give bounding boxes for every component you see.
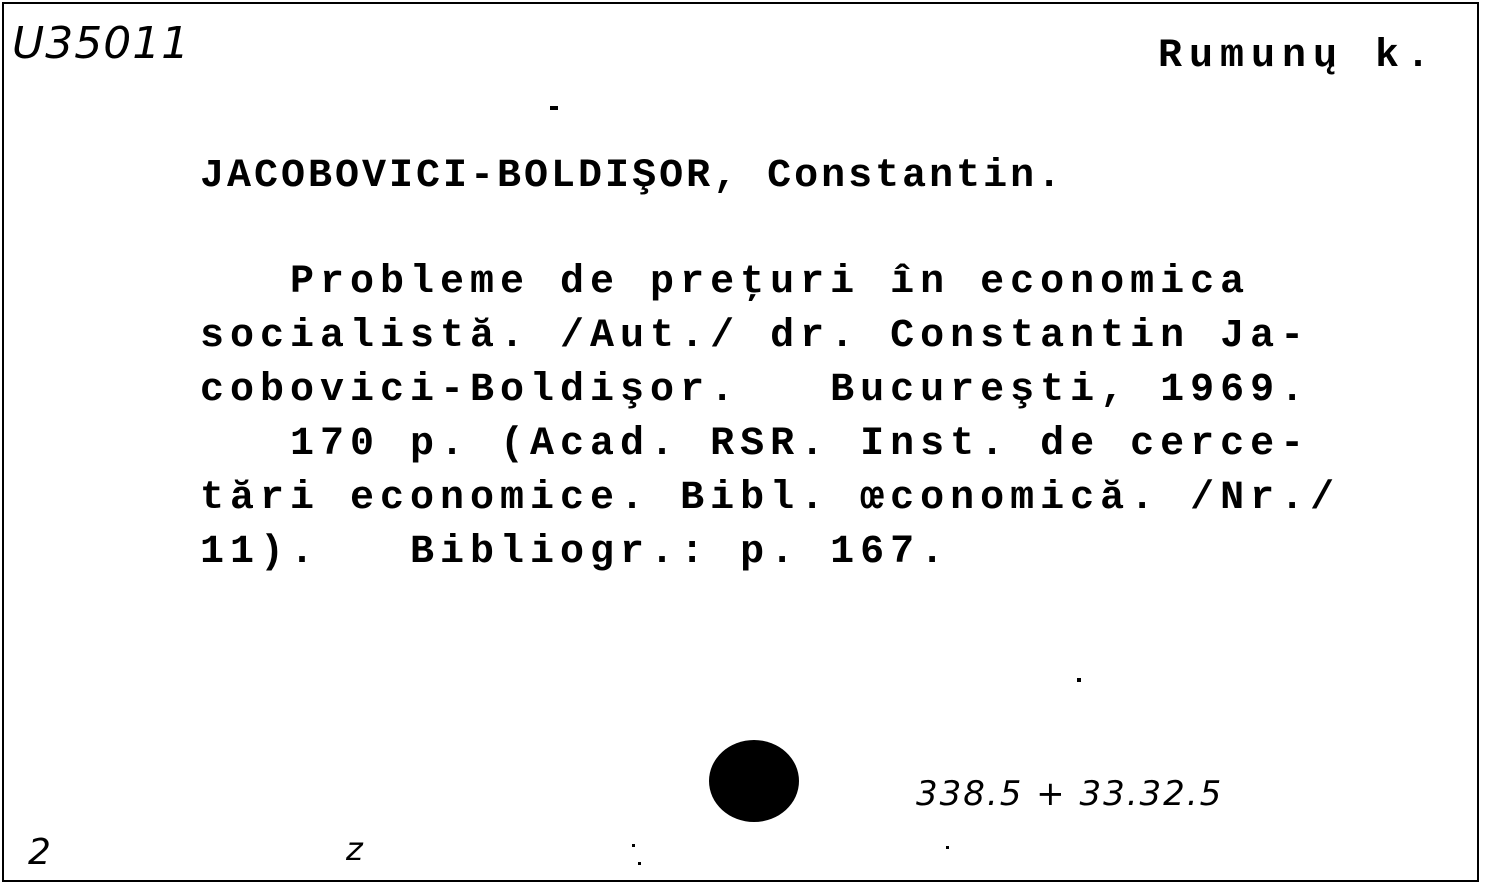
language-label: Rumunų k. [1157, 34, 1437, 79]
description-line: 170 p. (Acad. RSR. Inst. de cerce- [200, 422, 1311, 467]
author-heading: JACOBOVICI-BOLDIŞOR, Constantin. [200, 154, 1065, 199]
classification-number: 338.5 + 33.32.5 [916, 774, 1224, 814]
description-line: socialistă. /Aut./ dr. Constantin Ja- [200, 314, 1311, 359]
description-line: 11). Bibliogr.: p. 167. [200, 530, 951, 575]
bibliographic-description [200, 256, 1340, 580]
catalog-card [2, 2, 1479, 882]
call-number: U35011 [12, 18, 191, 69]
description-line: Probleme de preţuri în economica [200, 260, 1251, 305]
ink-speck [638, 862, 641, 865]
ink-speck [946, 846, 949, 849]
description-line: cobovici-Boldişor. Bucureşti, 1969. [200, 368, 1311, 413]
ink-speck [632, 844, 635, 847]
ink-speck [1077, 678, 1081, 682]
ink-speck [550, 106, 558, 110]
punch-hole [709, 740, 799, 822]
handwritten-mark: z [346, 830, 363, 868]
handwritten-mark: 2 [28, 832, 51, 873]
description-line: tări economice. Bibl. œconomică. /Nr./ [200, 476, 1341, 521]
